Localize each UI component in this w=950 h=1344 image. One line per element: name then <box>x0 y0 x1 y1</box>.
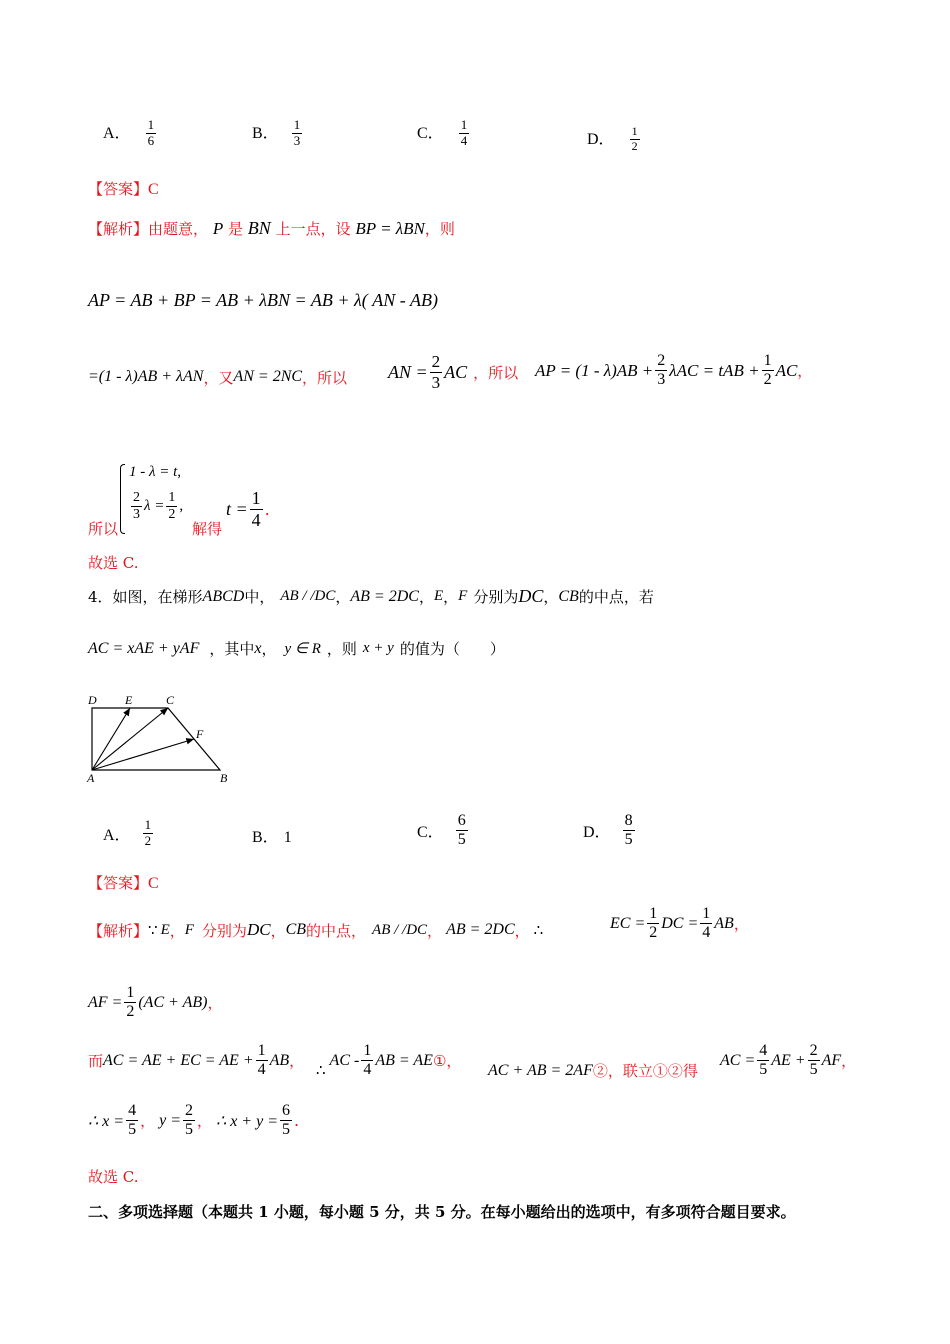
math-dc: DC <box>518 586 544 606</box>
math-expr: AB <box>269 1051 290 1069</box>
fraction <box>292 118 303 149</box>
numerator: 1 <box>144 817 152 832</box>
denominator: 4 <box>702 924 711 942</box>
numerator: 1 <box>762 352 774 371</box>
numerator: 1 <box>166 490 177 507</box>
denominator: 2 <box>649 924 658 942</box>
math-expr: AC = AE + EC = AE + <box>103 1051 254 1069</box>
numerator: 6 <box>456 812 468 831</box>
math-expr: AN = <box>388 361 428 382</box>
math-expr: AP = (1 - λ)AB + <box>535 360 654 380</box>
stem-text: ， <box>543 588 559 606</box>
denominator: 4 <box>460 132 468 148</box>
denominator: 4 <box>257 1061 266 1079</box>
math-expr: AB <box>714 914 734 932</box>
analysis-text: ，所以 <box>302 368 348 387</box>
q3-option-d <box>587 125 642 154</box>
option-label: B． <box>252 829 279 846</box>
fraction <box>647 905 659 943</box>
math-expr: y = <box>159 1111 181 1129</box>
denominator: 2 <box>631 138 638 153</box>
math-expr: AB / /DC <box>372 921 428 938</box>
option-label: C． <box>417 124 444 142</box>
math-expr: λAC = tAB + <box>669 360 760 380</box>
analysis-text: ，所以 <box>473 363 519 382</box>
analysis-text: ， <box>289 1052 305 1071</box>
numerator: 2 <box>431 352 441 371</box>
stem-text: ，则 <box>326 640 357 658</box>
math-expr: AE + <box>771 1051 806 1069</box>
numerator: 4 <box>126 1102 138 1121</box>
math-expr: AC <box>444 361 468 382</box>
math-expr: AB = 2DC <box>446 921 515 938</box>
numerator: 4 <box>757 1042 769 1061</box>
fraction <box>280 1102 292 1140</box>
fraction <box>456 812 468 850</box>
option-label: A． <box>103 124 131 142</box>
stem-text: ， <box>261 640 277 658</box>
math-expr: AC = <box>720 1051 756 1069</box>
denominator: 5 <box>624 831 633 849</box>
q4-option-d <box>583 812 637 850</box>
fraction <box>124 984 136 1022</box>
fraction <box>250 488 263 530</box>
label-f: F <box>196 727 204 741</box>
analysis-text: ①， <box>432 1052 462 1071</box>
denominator: 2 <box>144 832 152 848</box>
fraction <box>143 818 154 849</box>
math-expr: AB = AE <box>375 1051 433 1069</box>
option-label: A． <box>103 826 131 844</box>
math-expr: EC = <box>610 914 646 932</box>
math-p: P <box>212 219 224 238</box>
math-bp-eq: BP = λBN <box>355 219 425 238</box>
numerator: 1 <box>256 1042 268 1061</box>
analysis-tag: 【解析】 <box>88 921 149 940</box>
therefore-symbol: ∴ <box>533 922 544 939</box>
fraction <box>361 1042 373 1080</box>
analysis-text: ， <box>270 921 286 940</box>
numerator: 2 <box>655 352 667 371</box>
math-expr: AF = <box>88 993 123 1011</box>
system-eq-1: 1 - λ = t, <box>129 464 182 480</box>
fraction <box>126 1102 138 1140</box>
fraction <box>183 1102 195 1140</box>
q3-option-c <box>417 118 471 149</box>
analysis-text: ， <box>140 1112 156 1131</box>
math-expr: DC = <box>661 914 699 932</box>
math-abcd: ABCD <box>202 587 245 605</box>
denominator: 4 <box>363 1061 372 1079</box>
q3-ap-expr <box>535 352 812 390</box>
numerator: 2 <box>808 1042 820 1061</box>
answer-tag: 【答案】 <box>88 874 149 892</box>
denominator: 3 <box>431 372 441 392</box>
option-label: B． <box>252 124 279 142</box>
stem-text: ， <box>335 588 351 606</box>
math-f: F <box>458 588 468 604</box>
denominator: 2 <box>763 371 772 389</box>
q4-analysis-line-3 <box>88 1042 304 1080</box>
analysis-text: 是 <box>227 220 243 238</box>
analysis-text: ， <box>841 1052 857 1071</box>
math-expr: AC - <box>329 1051 360 1069</box>
fraction <box>630 125 640 154</box>
analysis-text: 由题意， <box>148 220 209 238</box>
q4-af-expr <box>88 984 223 1022</box>
q4-option-c <box>417 812 470 850</box>
numerator: 8 <box>623 812 635 831</box>
stem-text: 的中点，若 <box>578 588 654 606</box>
math-bn: BN <box>247 218 271 238</box>
q4-stem-line-2 <box>88 638 505 659</box>
numerator: 1 <box>124 984 136 1003</box>
answer-tag: 【答案】 <box>88 180 149 198</box>
math-expr: ∴ x + y = <box>216 1112 278 1130</box>
math-expr: x + y <box>362 640 394 656</box>
vector-ac <box>92 708 168 770</box>
label-a: A <box>87 771 95 785</box>
stem-text: 分别为 <box>473 588 519 606</box>
q3-option-a <box>103 118 158 149</box>
option-label: D． <box>587 130 615 148</box>
denominator: 2 <box>126 1003 135 1021</box>
numerator: 1 <box>700 905 712 924</box>
math-expr: ∴ x = <box>88 1112 125 1130</box>
math-e: E <box>433 588 444 604</box>
fraction <box>430 352 443 392</box>
label-c: C <box>166 693 175 707</box>
fraction <box>166 490 177 523</box>
q3-analysis-intro <box>88 218 455 239</box>
analysis-text: 的中点， <box>306 921 367 940</box>
q4-option-b <box>252 824 292 847</box>
stem-text: 4．如图，在梯形 <box>88 588 203 606</box>
stem-text: 中， <box>244 588 275 606</box>
analysis-text: ， <box>169 921 185 940</box>
analysis-text: . <box>294 1111 300 1131</box>
analysis-tag: 【解析】 <box>88 220 149 238</box>
q4-answer <box>88 872 159 893</box>
analysis-text: ， <box>207 994 223 1013</box>
analysis-text: . <box>264 499 270 519</box>
analysis-text: 分别为 <box>201 921 247 940</box>
analysis-text: 而 <box>88 1052 104 1071</box>
math-expr: t = <box>226 498 248 519</box>
denominator: 6 <box>147 132 155 148</box>
math-cb: CB <box>558 587 579 605</box>
numerator: 1 <box>293 117 301 132</box>
math-expr: AB = 2DC <box>350 587 419 605</box>
math-f: F <box>184 921 194 938</box>
math-dc: DC <box>246 920 271 939</box>
fraction <box>655 352 667 390</box>
q3-vector-line-2 <box>88 352 347 402</box>
math-expr: AN = 2NC <box>233 368 303 385</box>
numerator: 1 <box>460 117 468 132</box>
denominator: 4 <box>251 509 261 530</box>
numerator: 2 <box>131 490 142 507</box>
q3-an-expr <box>388 352 518 392</box>
because-symbol: ∵ <box>148 922 158 939</box>
brace <box>120 464 125 534</box>
option-label: C． <box>417 824 444 842</box>
q3-solve: 解得 <box>192 520 223 538</box>
fraction <box>762 352 774 390</box>
answer-value: C <box>148 875 159 892</box>
analysis-text: ， <box>427 921 443 940</box>
fraction <box>700 905 712 943</box>
q4-ac-result <box>720 1042 856 1080</box>
analysis-text: ，又 <box>203 368 234 387</box>
q3-so: 所以 <box>88 520 119 538</box>
fraction <box>256 1042 268 1080</box>
fraction <box>459 118 470 149</box>
q3-answer <box>88 178 159 199</box>
math-expr: λ = <box>144 498 165 515</box>
math-e: E <box>160 921 170 938</box>
math-expr: AF <box>821 1051 842 1069</box>
analysis-text: ， <box>797 362 813 381</box>
answer-value: C <box>148 181 159 198</box>
fraction <box>808 1042 820 1080</box>
option-label: D． <box>583 824 611 842</box>
section-2-heading: 二、多项选择题（本题共 1 小题，每小题 5 分，共 5 分。在每小题给出的选项中，有多项符合题目要求。 <box>88 1203 796 1221</box>
math-cb: CB <box>285 921 307 938</box>
math-expr: y ∈ R <box>284 641 321 657</box>
analysis-text: ②，联立①②得 <box>592 1062 698 1080</box>
therefore-symbol: ∴ <box>316 1062 326 1079</box>
math-expr: , <box>179 498 184 515</box>
q4-results <box>88 1102 299 1140</box>
numerator: 1 <box>147 117 155 132</box>
denominator: 3 <box>293 132 301 148</box>
math-expr: =(1 - λ)AB + λAN <box>88 368 204 385</box>
analysis-text: ，则 <box>424 220 455 238</box>
q4-ac-plus-expr <box>488 1060 698 1081</box>
denominator: 3 <box>133 507 140 523</box>
label-e: E <box>125 693 133 707</box>
denominator: 3 <box>657 371 666 389</box>
numerator: 2 <box>183 1102 195 1121</box>
label-b: B <box>220 771 228 785</box>
q3-t-result <box>226 488 270 530</box>
q3-choose: 故选 C. <box>88 554 139 572</box>
stem-text: ，其中 <box>209 640 255 658</box>
denominator: 5 <box>185 1121 193 1139</box>
stem-text: 的值为（ ） <box>399 640 505 658</box>
math-expr: AC + AB = 2AF <box>488 1061 593 1079</box>
denominator: 5 <box>282 1121 290 1139</box>
stem-text: ， <box>418 588 434 606</box>
analysis-text: ， <box>733 915 749 934</box>
fraction <box>757 1042 769 1080</box>
label-d: D <box>88 693 97 707</box>
q4-analysis-line-1 <box>88 906 543 954</box>
numerator: 1 <box>631 124 638 138</box>
system-eq-2 <box>129 490 183 523</box>
option-value: 1 <box>283 829 292 846</box>
analysis-text: ， <box>514 921 530 940</box>
q4-ac-minus-expr <box>316 1042 461 1080</box>
denominator: 5 <box>759 1061 768 1079</box>
math-expr: (AC + AB) <box>138 993 208 1011</box>
vector-af <box>92 739 194 770</box>
fraction <box>146 118 157 149</box>
denominator: 5 <box>457 831 466 849</box>
denominator: 5 <box>128 1121 137 1139</box>
fraction <box>131 490 142 523</box>
numerator: 1 <box>647 905 659 924</box>
q3-option-b <box>252 118 304 149</box>
stem-text: ， <box>443 588 459 606</box>
numerator: 1 <box>251 488 261 508</box>
analysis-text: ， <box>197 1112 213 1131</box>
q4-stem-line-1 <box>88 586 654 607</box>
denominator: 5 <box>809 1061 818 1079</box>
q4-ec-expr <box>610 905 749 943</box>
math-x: x <box>254 639 262 657</box>
trapezoid-figure <box>84 690 234 786</box>
q4-choose: 故选 C. <box>88 1168 139 1186</box>
numerator: 1 <box>361 1042 373 1061</box>
fraction <box>623 812 635 850</box>
numerator: 6 <box>280 1102 292 1121</box>
math-expr: AB / /DC <box>280 588 336 604</box>
analysis-text: 上一点，设 <box>275 220 351 238</box>
denominator: 2 <box>168 507 176 523</box>
math-expr: AC = xAE + yAF <box>88 639 200 657</box>
q3-vector-line-1: AP = AB + BP = AB + λBN = AB + λ( AN - AB) <box>88 290 438 310</box>
q4-option-a <box>103 818 155 849</box>
math-expr: AC <box>775 360 798 380</box>
